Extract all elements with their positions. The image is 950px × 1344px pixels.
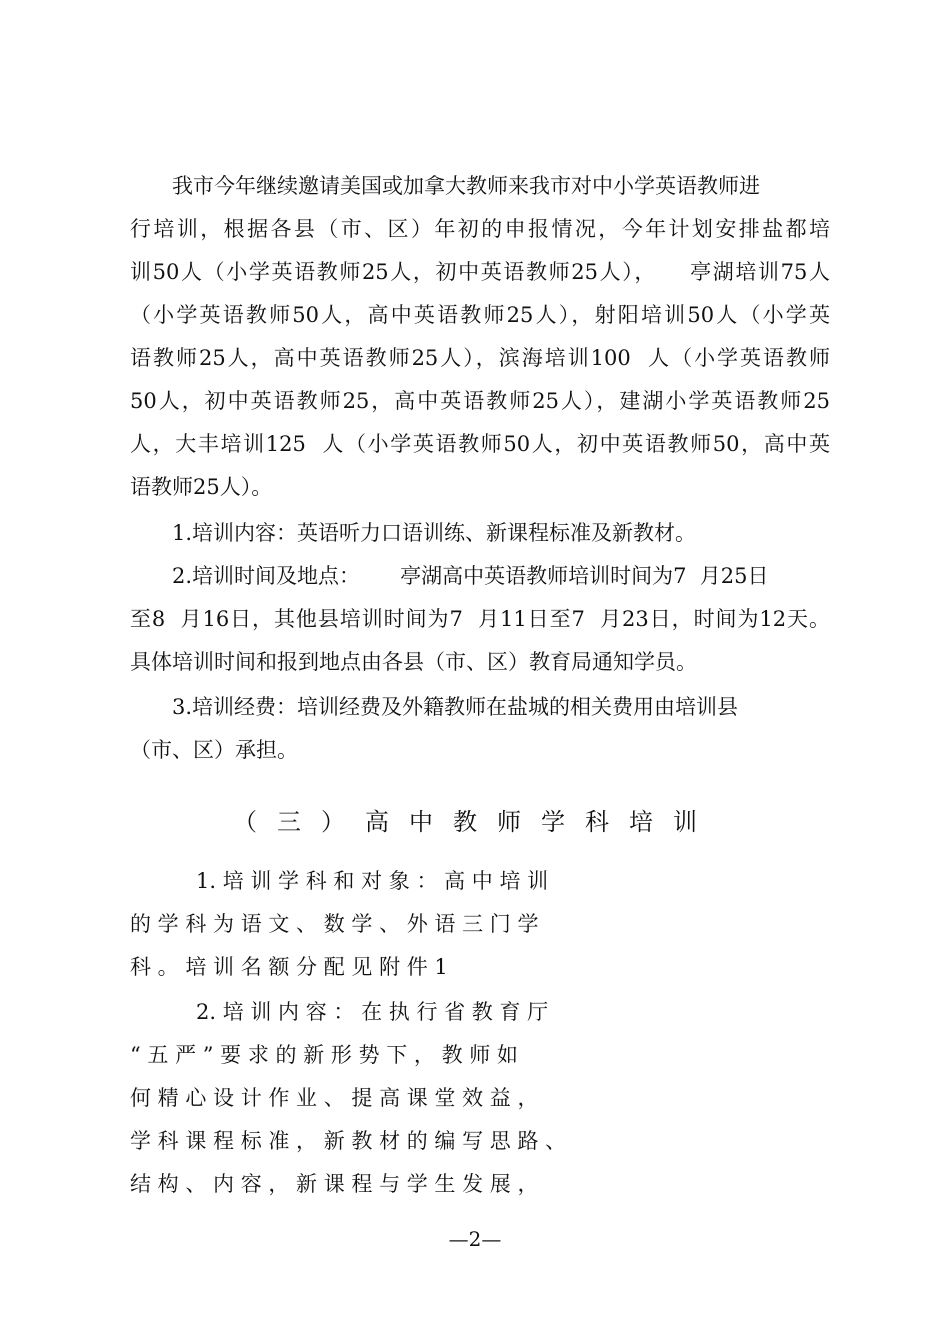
paragraph1-line-4: （小学英语教师50人，高中英语教师25人），射阳培训50人（小学英: [130, 303, 830, 327]
item2-line-3: 具体培训时间和报到地点由各县（市、区）教育局通知学员。: [130, 650, 697, 674]
section-heading: （三）高中教师学科培训: [233, 808, 717, 836]
paragraph1-line-1: 我市今年继续邀请美国或加拿大教师来我市对中小学英语教师进: [172, 174, 760, 198]
paragraph1-line-2: 行培训，根据各县（市、区）年初的申报情况，今年计划安排盐都培: [130, 217, 830, 241]
section-line-8: 结 构 、 内 容 ， 新 课 程 与 学 生 发 展 ，: [130, 1172, 539, 1196]
section-line-5: “ 五 严 ” 要 求 的 新 形 势 下 ， 教 师 如: [130, 1043, 518, 1067]
section-line-3: 科 。 培 训 名 额 分 配 见 附 件 1: [130, 955, 448, 979]
page-number: —2—: [448, 1227, 502, 1251]
item1-text: 1.培训内容：英语听力口语训练、新课程标准及新教材。: [172, 521, 697, 545]
item3-line-2: （市、区）承担。: [130, 738, 298, 762]
section-line-1: 1. 培 训 学 科 和 对 象 ： 高 中 培 训: [196, 869, 549, 893]
item2-line-2: 至8 月16日，其他县培训时间为7 月11日至7 月23日，时间为12天。: [130, 607, 830, 631]
section-line-7: 学 科 课 程 标 准 ， 新 教 材 的 编 写 思 路 、: [130, 1129, 567, 1153]
paragraph1-line-8: 语教师25人）。: [130, 475, 273, 499]
section-line-4: 2. 培 训 内 容 ： 在 执 行 省 教 育 厅: [196, 1000, 549, 1024]
item2-line-1: 2.培训时间及地点： 亭湖高中英语教师培训时间为7 月25日: [172, 564, 769, 588]
paragraph1-line-3: 训50人（小学英语教师25人，初中英语教师25人）， 亭湖培训75人: [130, 260, 830, 284]
paragraph1-line-5: 语教师25人，高中英语教师25人），滨海培训100 人（小学英语教师: [130, 346, 830, 370]
paragraph1-line-6: 50人，初中英语教师25，高中英语教师25人），建湖小学英语教师25: [130, 389, 830, 413]
section-line-6: 何 精 心 设 计 作 业 、 提 高 课 堂 效 益 ，: [130, 1086, 539, 1110]
item3-line-1: 3.培训经费：培训经费及外籍教师在盐城的相关费用由培训县: [172, 695, 739, 719]
section-line-2: 的 学 科 为 语 文 、 数 学 、 外 语 三 门 学: [130, 912, 539, 936]
paragraph1-line-7: 人，大丰培训125 人（小学英语教师50人，初中英语教师50，高中英: [130, 432, 830, 456]
